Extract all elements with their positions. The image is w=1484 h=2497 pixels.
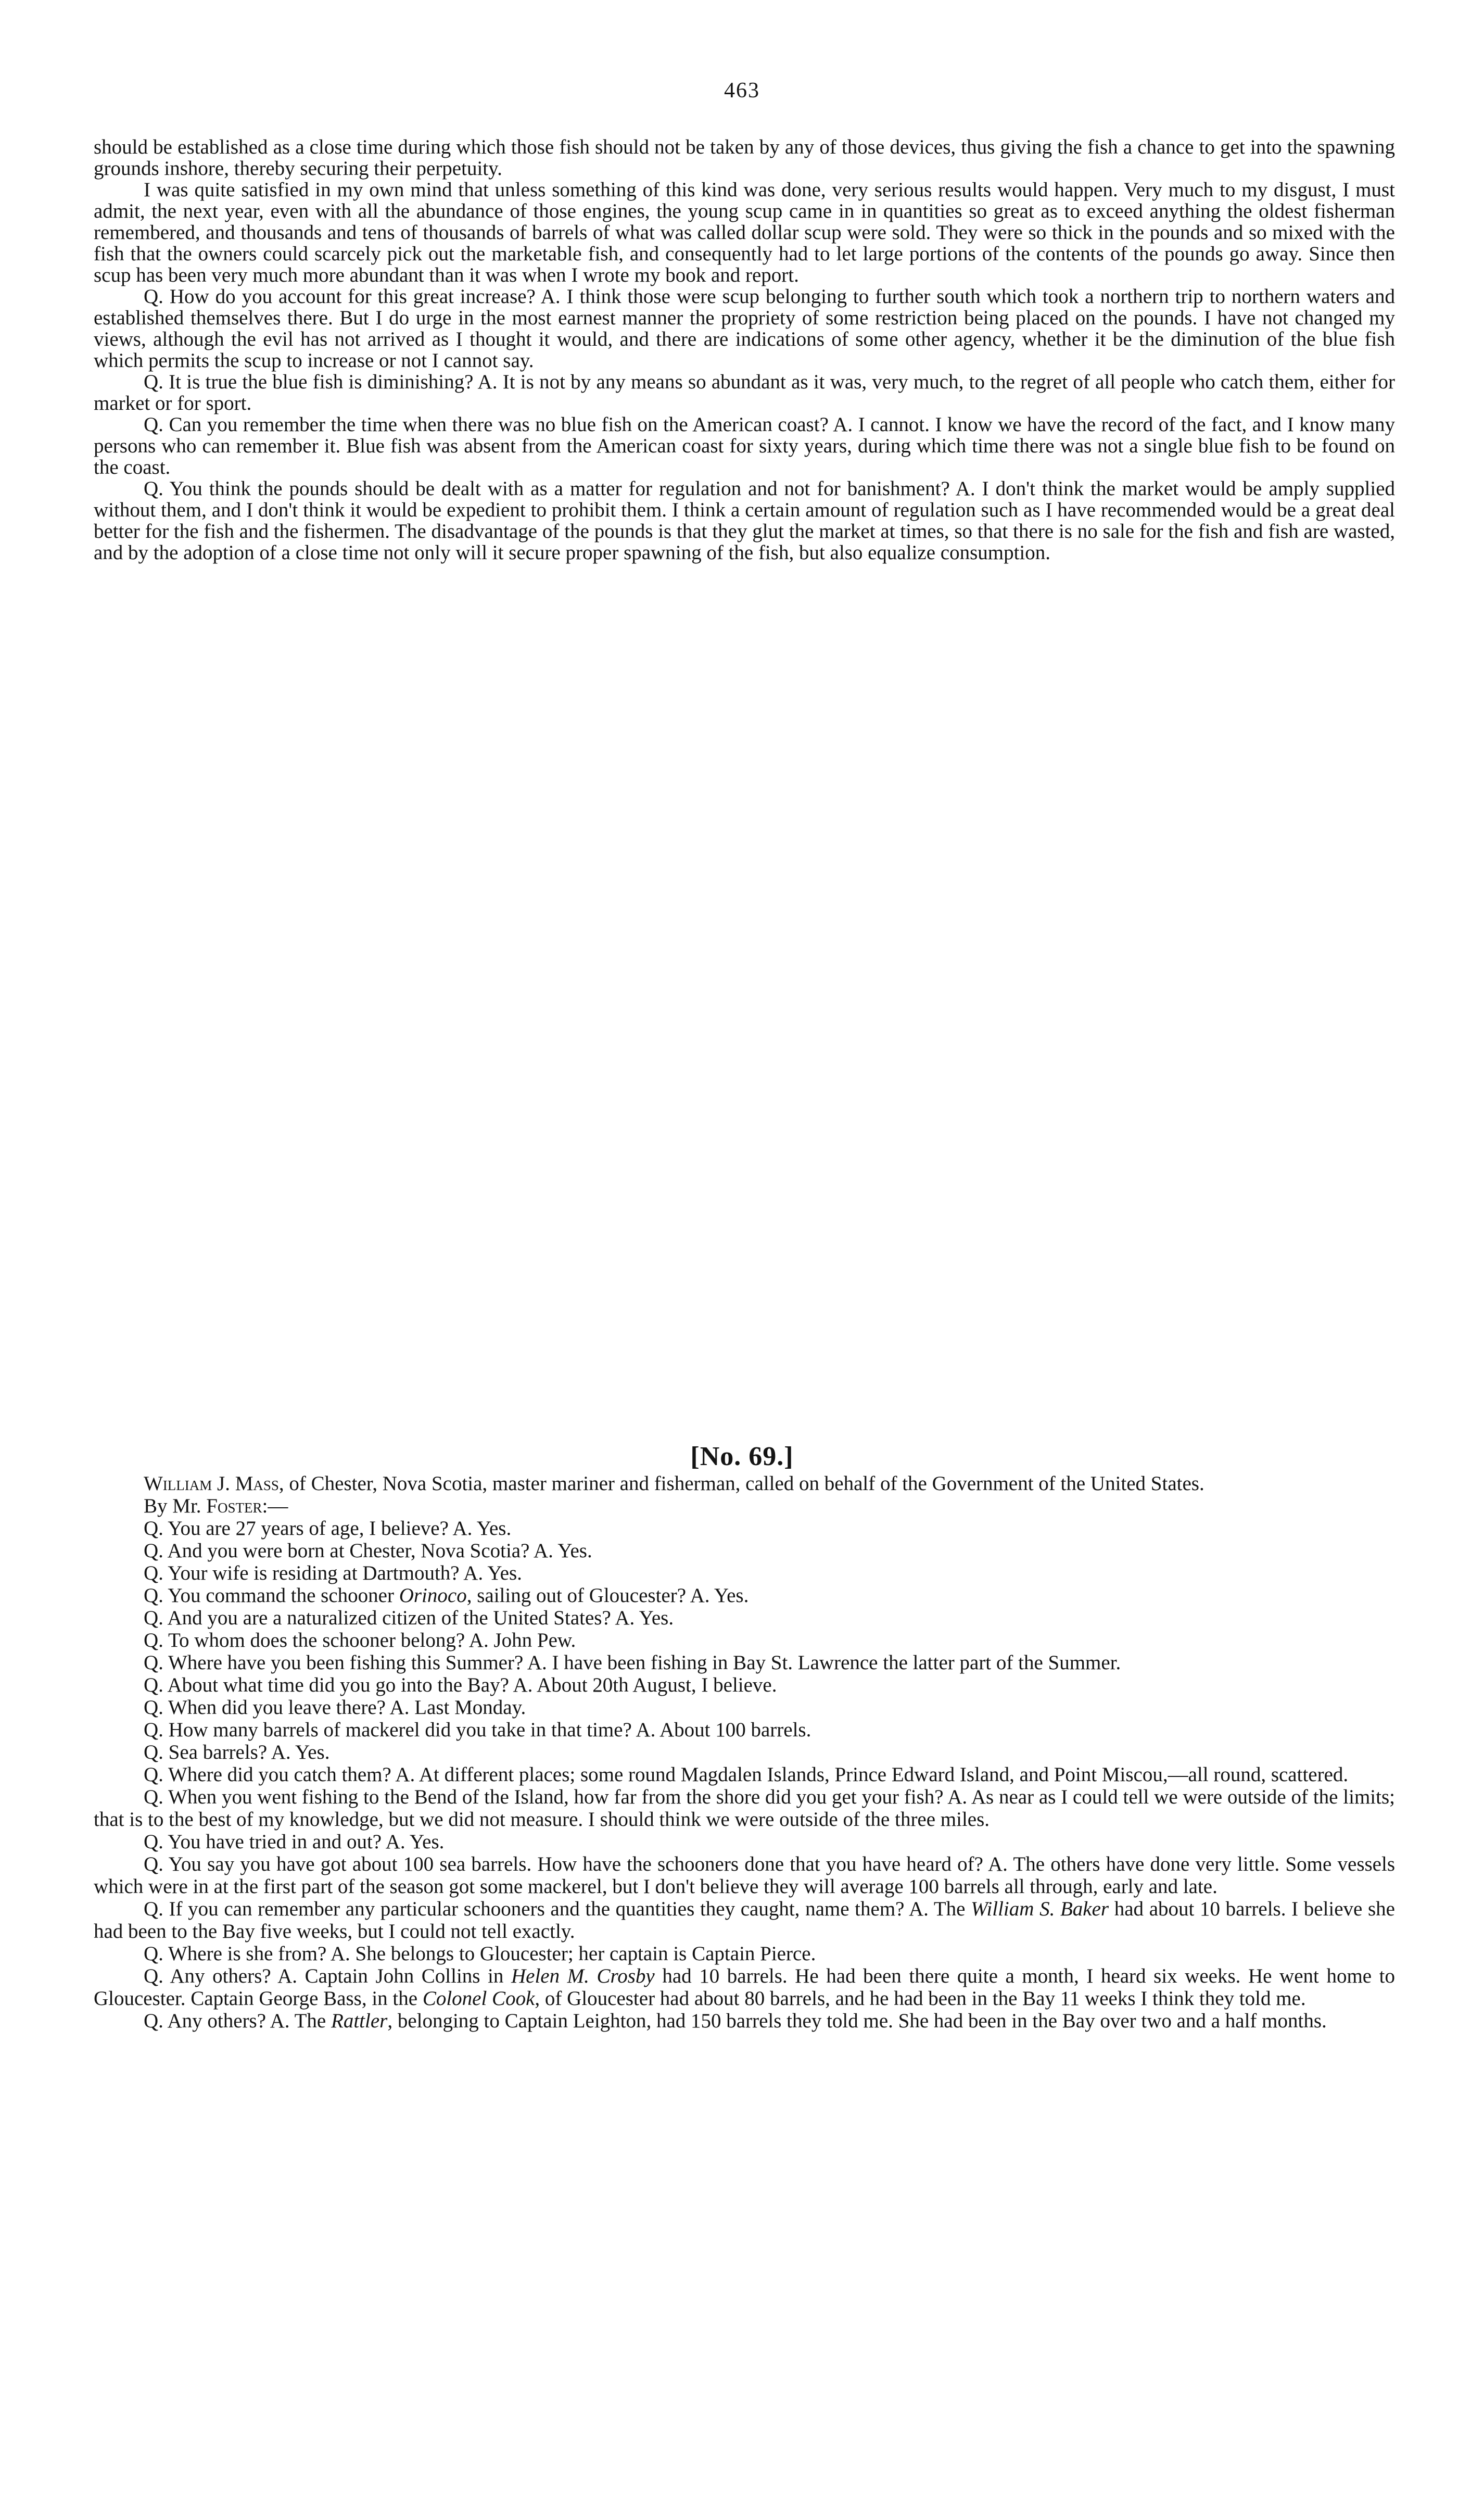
qa-text: had about 10 barrels. I believe she had been to the Bay five weeks, but I could not tell exactly. [94,1898,1395,1943]
page-number: 463 [724,79,760,103]
witness-description: , of Chester, Nova Scotia, master mariner and fisherman, called on behalf of the Government of the United States. [278,1472,1204,1495]
qa-line: Q. To whom does the schooner belong? A. John Pew. [144,1629,576,1651]
qa-paragraph: Q. It is true the blue fish is diminishing? A. It is not by any means so abundant as it was, very much, to the regret of all people who catch them, either for market or for sport. [94,371,1395,414]
witness-testimony [94,1472,1395,2032]
paragraph: I was quite satisfied in my own mind that unless something of this kind was done, very serious results would happen. Very much to my disgust, I must admit, the next year, even with all the abundance of those engines, the young scup came in in quantities so great as to exceed anything the oldest fisherman remembered, and thousands and tens of thousands of barrels of what was called dollar scup were sold. They were so thick in the pounds and so mixed with the fish that the owners could scarcely pick out the marketable fish, and consequently had to let large portions of the contents of the pounds go away. Since then scup has been very much more abundant than it was when I wrote my book and report. [94,179,1395,286]
qa-line [94,2010,1395,2032]
qa-text: , of Gloucester had about 80 barrels, and he had been in the Bay 11 weeks I think they told me. [535,1987,1306,2010]
qa-line [94,1584,1395,1607]
qa-paragraph: Q. How do you account for this great increase? A. I think those were scup belonging to further south which took a northern trip to northern waters and established themselves there. But I do urge in the most earnest manner the propriety of some restriction being placed on the pounds. I have not changed my views, although the evil has not arrived as I thought it would, and there are indications of some other agency, whether it be the diminution of the blue fish which permits the scup to increase or not I cannot say. [94,285,1395,372]
examiner-label: By Mr. Foster:— [144,1495,288,1517]
qa-line: Q. How many barrels of mackerel did you take in that time? A. About 100 barrels. [144,1719,811,1741]
vessel-name: William S. Baker [971,1898,1109,1920]
qa-paragraph: Q. You think the pounds should be dealt with as a matter for regulation and not for banishment? A. I don't think the market would be amply supplied without them, and I don't think it would be expedient to prohibit them. I think a certain amount of regulation such as I have recommended would be a great deal better for the fish and the fishermen. The disadvantage of the pounds is that they glut the market at times, so that there is no sale for the fish and fish are wasted, and by the adoption of a close time not only will it secure proper spawning of the fish, but also equalize consumption. [94,477,1395,564]
qa-line: Q. You have tried in and out? A. Yes. [144,1831,445,1853]
qa-line: Q. And you are a naturalized citizen of the United States? A. Yes. [144,1607,674,1629]
qa-list [94,1517,1395,2032]
qa-line: Q. Sea barrels? A. Yes. [144,1741,330,1763]
qa-line: Q. Where have you been fishing this Summer? A. I have been fishing in Bay St. Lawrence the latter part of the Summer. [144,1651,1121,1674]
qa-text: Q. Any others? A. Captain John Collins in [144,1965,511,1987]
witness-name: William J. Mass [144,1472,279,1495]
qa-line: Q. And you were born at Chester, Nova Scotia? A. Yes. [144,1540,592,1562]
paragraph: should be established as a close time during which those fish should not be taken by any of those devices, thus giving the fish a chance to get into the spawning grounds inshore, thereby securing their perpetuity. [94,136,1395,180]
vessel-name: Colonel Cook [422,1987,535,2010]
qa-text: had 10 barrels. He had been there quite a month, I heard six weeks. He went home to Gloucester. Captain George Bass, in the [94,1965,1396,2010]
qa-line [94,1965,1395,2010]
vessel-name: Rattler [331,2010,388,2032]
qa-line: Q. Where is she from? A. She belongs to Gloucester; her captain is Captain Pierce. [144,1943,816,1965]
vessel-name: Orinoco [399,1584,467,1607]
witness-intro [94,1472,1395,1495]
qa-line: Q. When you went fishing to the Bend of the Island, how far from the shore did you get your fish? A. As near as I could tell we were outside of the limits; that is to the best of my knowledge, but we did not measure. I should think we were outside of the three miles. [94,1786,1395,1831]
qa-line [94,1898,1395,1943]
examiner-name: Foster [206,1495,262,1517]
qa-line: Q. You say you have got about 100 sea barrels. How have the schooners done that you have heard of? A. The others have done very little. Some vessels which were in at the first part of the season got some mackerel, but I don't believe they will average 100 barrels all through, early and late. [94,1853,1395,1898]
qa-line: Q. When did you leave there? A. Last Monday. [144,1696,526,1719]
qa-line: Q. Your wife is residing at Dartmouth? A. Yes. [144,1562,522,1584]
qa-text: Q. You command the schooner [144,1584,399,1607]
qa-line: Q. You are 27 years of age, I believe? A. Yes. [144,1517,512,1540]
qa-text: Q. If you can remember any particular schooners and the quantities they caught, name them? A. The [144,1898,971,1920]
qa-text: , belonging to Captain Leighton, had 150 barrels they told me. She had been in the Bay over two and a half months. [387,2010,1327,2032]
qa-paragraph: Q. Can you remember the time when there was no blue fish on the American coast? A. I cannot. I know we have the record of the fact, and I know many persons who can remember it. Blue fish was absent from the American coast for sixty years, during which time there was not a single blue fish to be found on the coast. [94,413,1395,478]
qa-line: Q. Where did you catch them? A. At different places; some round Magdalen Islands, Prince Edward Island, and Point Miscou,—all round, scattered. [144,1763,1349,1786]
testimony-continuation [94,136,1395,563]
qa-line: Q. About what time did you go into the Bay? A. About 20th August, I believe. [144,1674,777,1696]
qa-text: , sailing out of Gloucester? A. Yes. [466,1584,749,1607]
qa-text: Q. Any others? A. The [144,2010,331,2032]
section-heading: [No. 69.] [690,1442,794,1471]
vessel-name: Helen M. Crosby [511,1965,655,1987]
